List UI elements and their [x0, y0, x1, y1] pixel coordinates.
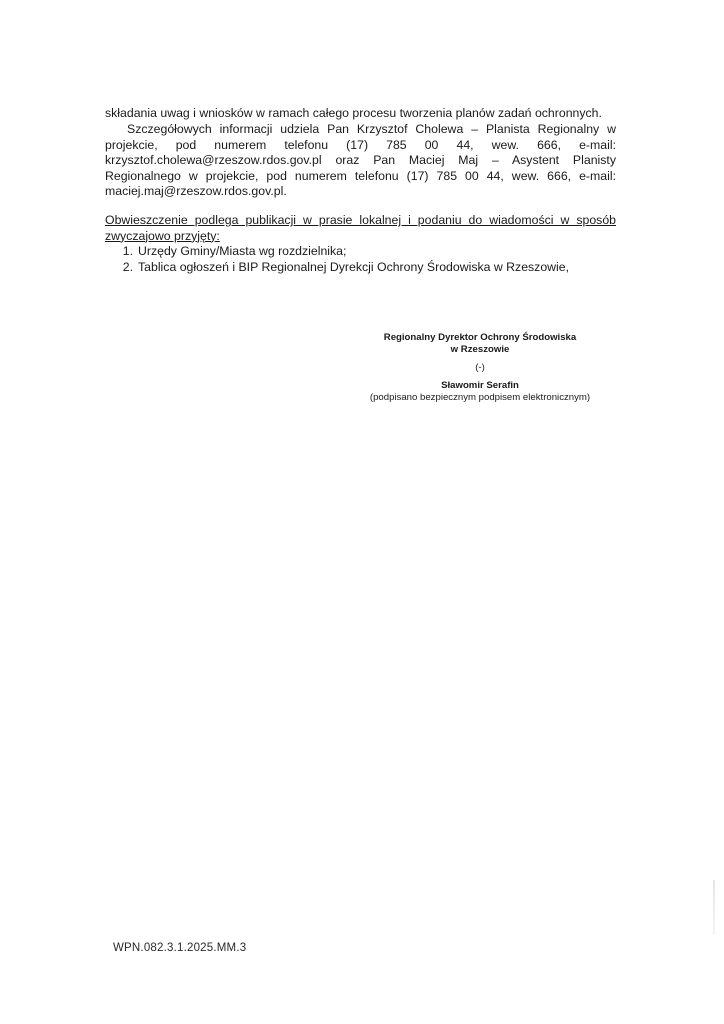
signature-note: (podpisano bezpiecznym podpisem elektronicznym)	[369, 392, 591, 403]
scan-edge-mark	[713, 880, 715, 935]
signatory-name: Sławomir Serafin	[441, 380, 519, 391]
list-item	[105, 260, 616, 276]
list-item-text: Tablica ogłoszeń i BIP Regionalnej Dyrekcji Ochrony Środowiska w Rzeszowie,	[138, 259, 570, 274]
document-reference: WPN.082.3.1.2025.MM.3	[113, 942, 247, 954]
signature-block	[330, 332, 630, 404]
signature-mark: (-)	[475, 362, 485, 373]
list-item	[105, 244, 616, 260]
list-item-text: Urzędy Gminy/Miasta wg rozdzielnika;	[138, 244, 347, 259]
distribution-list	[105, 244, 616, 275]
notice-heading: Obwieszczenie podlega publikacji w prasie lokalnej i podaniu do wiadomości w sposób zwyczajowo przyjęty:	[105, 213, 616, 243]
signatory-title: Regionalny Dyrektor Ochrony Środowiska	[383, 332, 577, 343]
signatory-office: w Rzeszowie	[450, 344, 510, 355]
contact-paragraph: Szczegółowych informacji udziela Pan Krzysztof Cholewa – Planista Regionalny w projekcie, pod numerem telefonu (17) 785 00 44, wew. 666, e-mail: krzysztof.cholewa@rzeszow.rdos.gov.pl oraz Pan Maciej Maj – Asystent Planisty Regionalnego w projekcie, pod numerem telefonu (17) 785 00 44, wew. 666, e-mail: maciej.maj@rzeszow.rdos.gov.pl.	[105, 122, 616, 199]
notice-section	[105, 213, 616, 275]
list-item-number: 2.	[122, 259, 133, 274]
continuation-line: składania uwag i wniosków w ramach całego procesu tworzenia planów zadań ochronnych.	[105, 106, 602, 120]
list-item-number: 1.	[122, 244, 133, 259]
